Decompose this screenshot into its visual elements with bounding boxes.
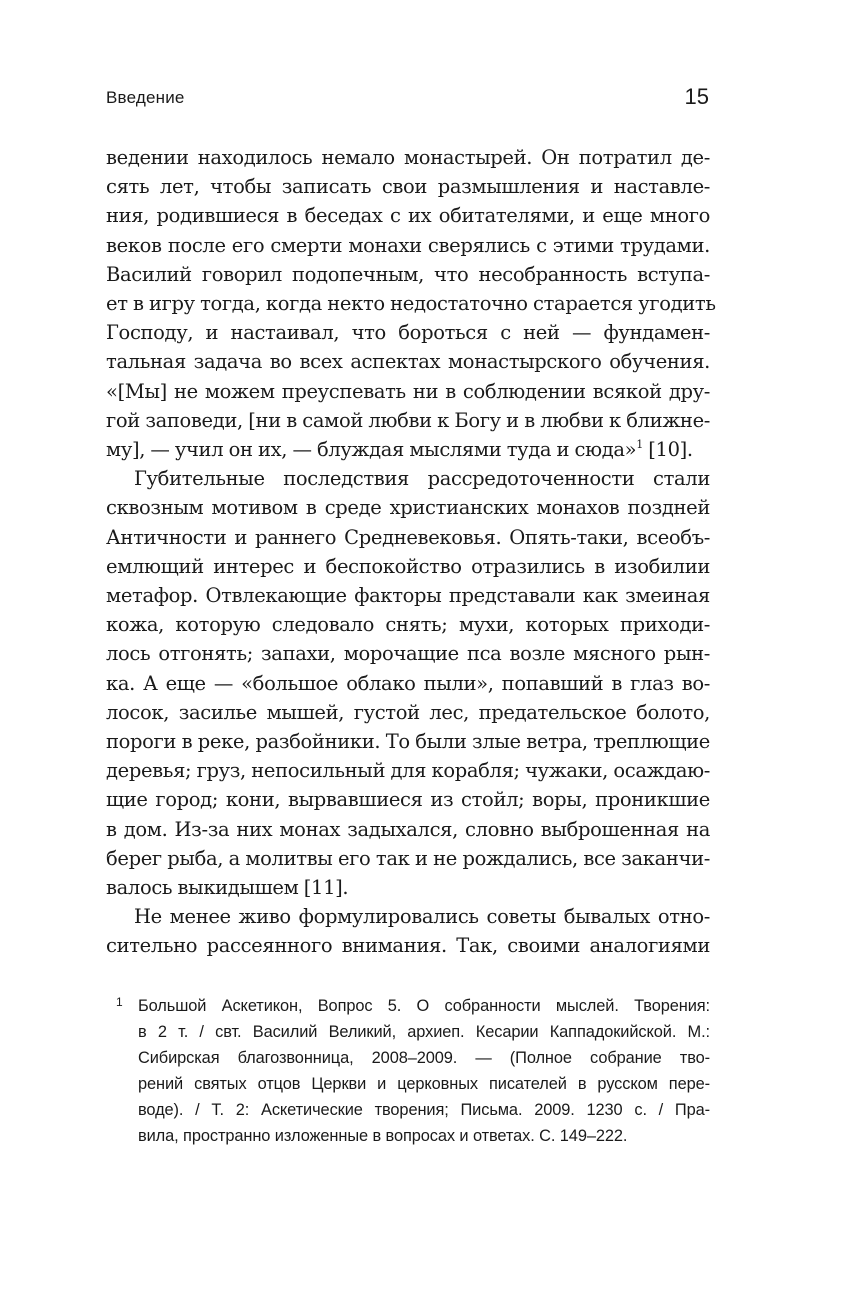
text-line: щие город; кони, вырвавшиеся из стойл; воры, проникшие — [106, 788, 710, 812]
text-line: Василий говорил подопечным, что несобранность вступа- — [106, 262, 710, 286]
footnote-line: воде). / Т. 2: Аскетические творения; Письма. 2009. 1230 с. / Пра- — [138, 1101, 710, 1119]
text-line: сительно рассеянного внимания. Так, своими аналогиями — [106, 934, 710, 958]
text-line: сять лет, чтобы записать свои размышления и наставле- — [106, 175, 710, 199]
text-line: ния, родившиеся в беседах с их обитателями, и еще много — [106, 204, 710, 228]
text-line: берег рыба, а молитвы его так и не рождались, все заканчи- — [106, 846, 710, 870]
footnote-line: Сибирская благозвонница, 2008–2009. — (Полное собрание тво- — [138, 1049, 710, 1067]
main-body-text — [106, 143, 716, 961]
text-line: деревья; груз, непосильный для корабля; чужаки, осаждаю- — [106, 759, 710, 783]
text-line: пороги в реке, разбойники. То были злые ветра, треплющие — [106, 730, 710, 754]
text-line: валось выкидышем [11]. — [106, 876, 349, 900]
text-fragment: му], — учил он их, — блуждая мыслями туда и сюда» — [106, 438, 637, 462]
text-line: сквозным мотивом в среде христианских монахов поздней — [106, 496, 710, 520]
footnote-reference[interactable]: 1 — [636, 438, 643, 452]
paragraph-1 — [106, 143, 716, 464]
text-line: кожа, которую следовало снять; мухи, которых приходи- — [106, 613, 710, 637]
text-line: гой заповеди, [ни в самой любви к Богу и в любви к ближне- — [106, 408, 710, 432]
text-line: Античности и раннего Средневековья. Опять-таки, всеобъ- — [106, 525, 710, 549]
footnote-line: рений святых отцов Церкви и церковных писателей в русском пере- — [138, 1075, 710, 1093]
paragraph-2 — [106, 464, 710, 902]
text-line: лось отгонять; запахи, морочащие пса возле мясного рын- — [106, 642, 710, 666]
footnote — [116, 993, 710, 1149]
text-line: ведении находилось немало монастырей. Он потратил де- — [106, 146, 710, 169]
citation-reference: [10]. — [642, 438, 693, 462]
text-line: веков после его смерти монахи сверялись с этими трудами. — [106, 233, 710, 257]
footnote-body — [138, 993, 710, 1149]
text-line — [106, 435, 710, 464]
text-line: Губительные последствия рассредоточенности стали — [134, 467, 710, 491]
text-line: ет в игру тогда, когда некто недостаточно старается угодить — [106, 292, 716, 316]
footnote-marker: 1 — [116, 995, 123, 1009]
text-line: метафор. Отвлекающие факторы представали как змеиная — [106, 584, 710, 608]
text-line: Не менее живо формулировались советы бывалых отно- — [134, 905, 710, 929]
footnote-line: вила, пространно изложенные в вопросах и ответах. С. 149–222. — [138, 1127, 628, 1145]
text-line: лосок, засилье мышей, густой лес, предательское болото, — [106, 700, 710, 724]
text-line: емлющий интерес и беспокойство отразились в изобилии — [106, 554, 710, 578]
running-head-section-title: Введение — [106, 88, 185, 107]
page-number: 15 — [684, 84, 709, 109]
text-line: тальная задача во всех аспектах монастырского обучения. — [106, 350, 710, 374]
text-line: в дом. Из-за них монах задыхался, словно выброшенная на — [106, 817, 710, 841]
footnote-line: Большой Аскетикон, Вопрос 5. О собранности мыслей. Творения: — [138, 997, 710, 1015]
paragraph-3 — [106, 902, 710, 960]
text-line: «[Мы] не можем преуспевать ни в соблюдении всякой дру- — [106, 379, 710, 403]
text-line: Господу, и настаивал, что бороться с ней — фундамен- — [106, 321, 710, 345]
text-line: ка. А еще — «большое облако пыли», попавший в глаз во- — [106, 671, 710, 695]
footnote-line: в 2 т. / свт. Василий Великий, архиеп. Кесарии Каппадокийской. М.: — [138, 1023, 710, 1041]
